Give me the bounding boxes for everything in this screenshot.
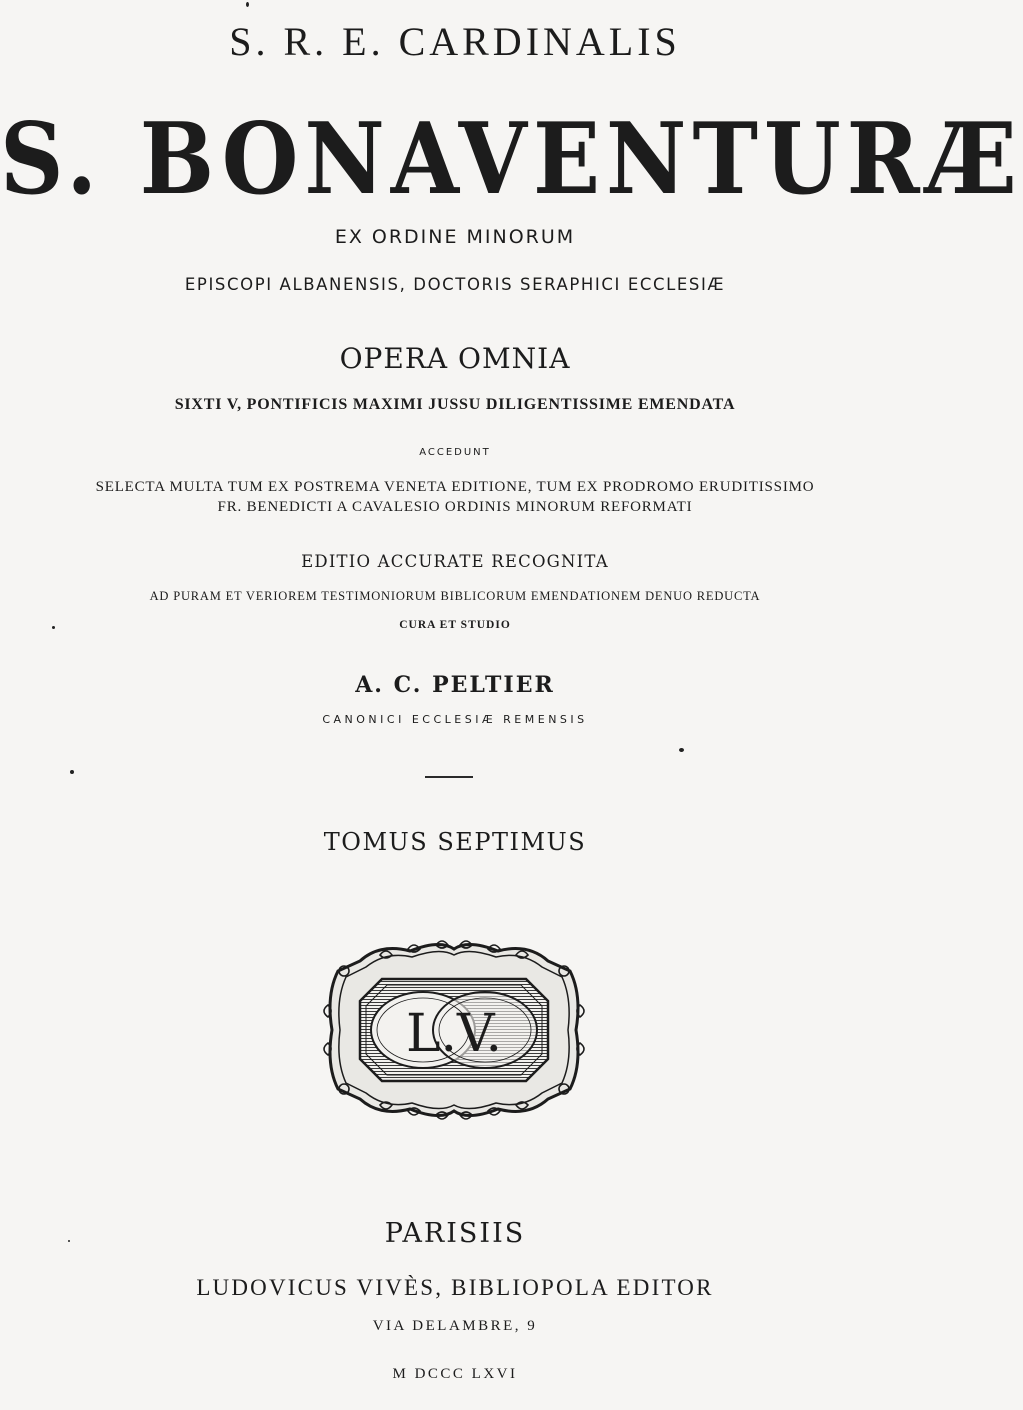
additions-line-2: FR. BENEDICTI A CAVALESIO ORDINIS MINORUM REFORMATI <box>217 499 693 515</box>
edition-note: SIXTI V, PONTIFICIS MAXIMI JUSSU DILIGENTISSIME EMENDATA <box>174 396 736 413</box>
volume-label: TOMUS SEPTIMUS <box>323 828 587 856</box>
work-title: OPERA OMNIA <box>339 342 571 375</box>
imprint-publisher: LUDOVICUS VIVÈS, BIBLIOPOLA EDITOR <box>196 1275 714 1300</box>
author-name: S. BONAVENTURÆ <box>0 100 1023 217</box>
religious-order: EX ORDINE MINORUM <box>334 226 576 248</box>
imprint-city: PARISIIS <box>384 1218 526 1249</box>
author-rank: S. R. E. CARDINALIS <box>229 19 681 64</box>
accedunt-label: ACCEDUNT <box>419 447 491 458</box>
ink-speck <box>679 748 684 752</box>
printer-device <box>320 935 588 1125</box>
cura-label: CURA ET STUDIO <box>399 619 511 631</box>
imprint-year: M DCCC LXVI <box>392 1366 518 1382</box>
author-titles: EPISCOPI ALBANENSIS, DOCTORIS SERAPHICI ECCLESIÆ <box>184 275 726 294</box>
editor-name: A. C. PELTIER <box>355 672 555 698</box>
divider-rule <box>425 776 473 778</box>
ink-speck <box>52 626 55 629</box>
ink-speck <box>70 770 74 774</box>
edition-statement: EDITIO ACCURATE RECOGNITA <box>301 552 609 571</box>
editor-title: CANONICI ECCLESIÆ REMENSIS <box>322 713 588 726</box>
monogram: L.V. <box>405 1004 503 1064</box>
ink-speck <box>246 2 249 7</box>
edition-detail: AD PURAM ET VERIOREM TESTIMONIORUM BIBLICORUM EMENDATIONEM DENUO REDUCTA <box>149 589 761 603</box>
additions-line-1: SELECTA MULTA TUM EX POSTREMA VENETA EDITIONE, TUM EX PRODROMO ERUDITISSIMO <box>95 479 815 495</box>
imprint-address: VIA DELAMBRE, 9 <box>372 1318 538 1334</box>
ink-speck <box>68 1240 70 1242</box>
